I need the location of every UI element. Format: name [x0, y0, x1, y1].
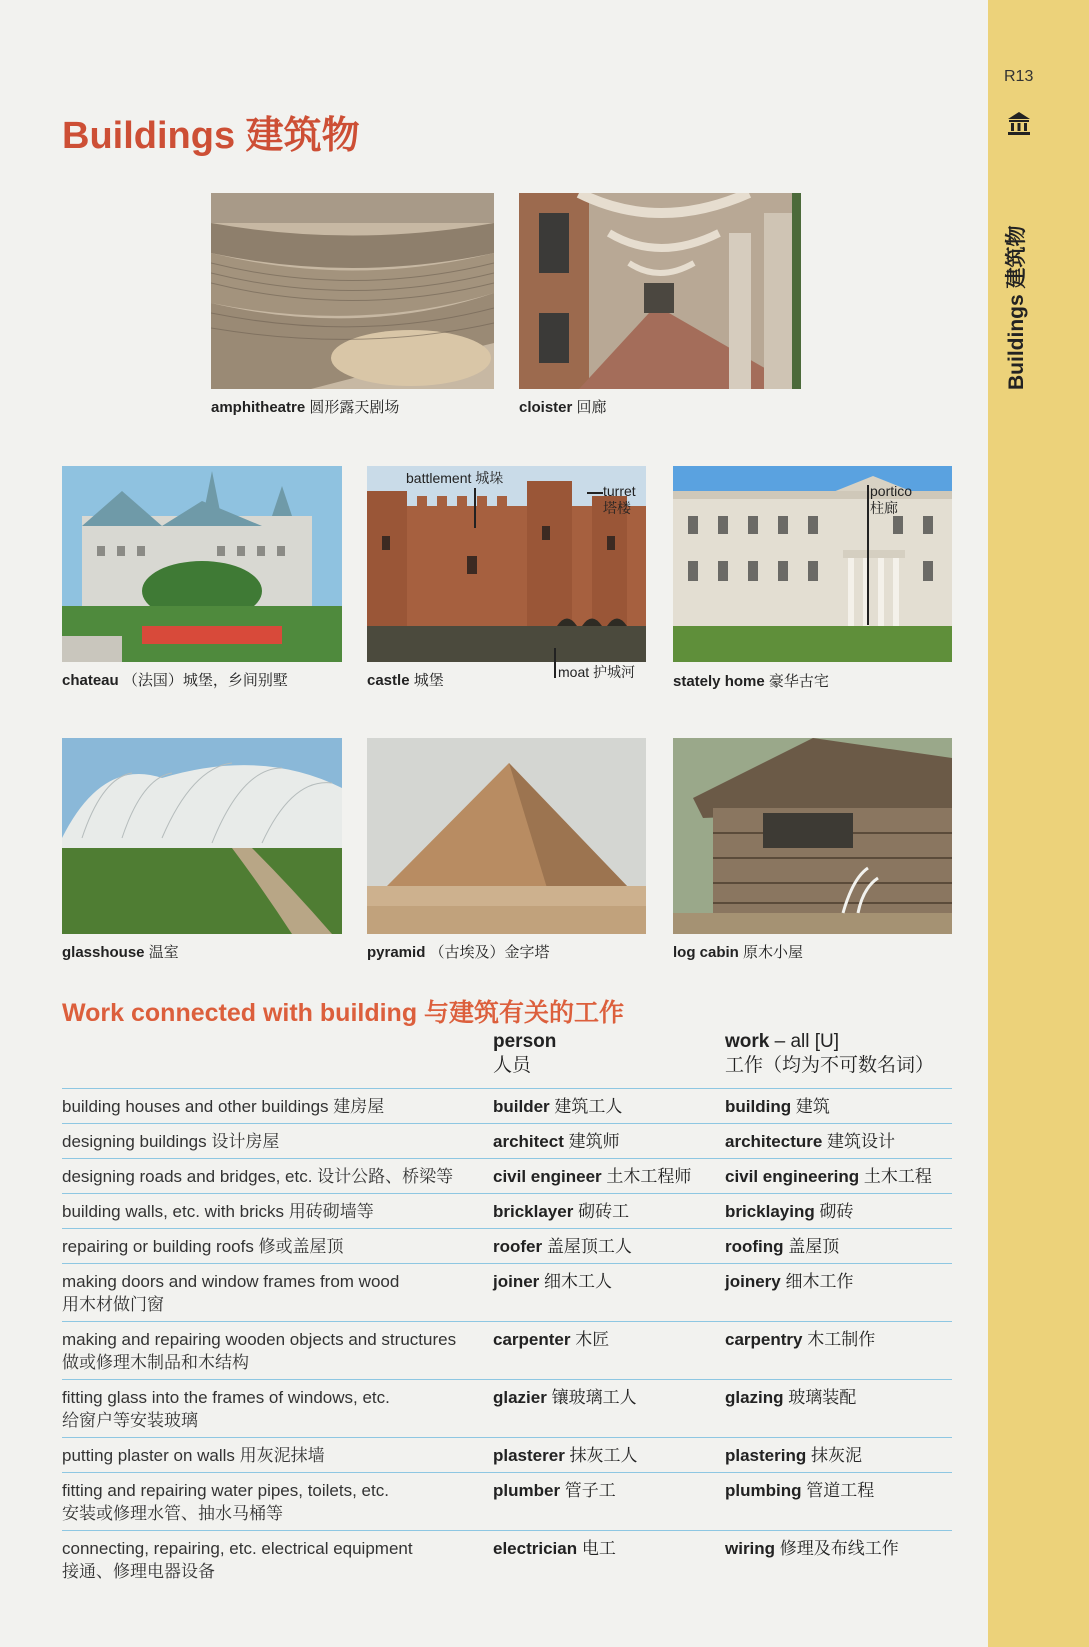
- castle-caption: castle 城堡: [367, 672, 444, 689]
- battlement-callout: battlement 城垛: [406, 470, 504, 486]
- table-row: [62, 1158, 952, 1193]
- person-cell: roofer 盖屋顶工人: [493, 1237, 632, 1256]
- turret-callout: turret 塔楼: [603, 483, 636, 516]
- log-cabin-caption: log cabin 原木小屋: [673, 944, 804, 961]
- description-cell: fitting glass into the frames of windows, etc. 给窗户等安装玻璃: [62, 1388, 390, 1430]
- work-cell: architecture 建筑设计: [725, 1132, 896, 1151]
- person-cell: plumber 管子工: [493, 1481, 616, 1500]
- description-cell: fitting and repairing water pipes, toilets, etc. 安装或修理水管、抽水马桶等: [62, 1481, 389, 1523]
- moat-callout: moat 护城河: [558, 664, 636, 680]
- work-cell: glazing 玻璃装配: [725, 1388, 857, 1407]
- work-cell: carpentry 木工制作: [725, 1330, 876, 1349]
- person-cell: glazier 镶玻璃工人: [493, 1388, 637, 1407]
- person-cell: bricklayer 砌砖工: [493, 1202, 630, 1221]
- title-zh: 建筑物: [245, 115, 360, 157]
- title-en: Buildings: [62, 115, 236, 157]
- table-row: [62, 1379, 952, 1437]
- person-cell: civil engineer 土木工程师: [493, 1167, 692, 1186]
- pyramid-caption: pyramid （古埃及）金字塔: [367, 944, 550, 961]
- chateau-photo: [62, 466, 342, 662]
- amphitheatre-photo: [211, 193, 494, 389]
- work-cell: wiring 修理及布线工作: [725, 1539, 899, 1558]
- table-header: [62, 1030, 952, 1088]
- glasshouse-caption: glasshouse 温室: [62, 944, 179, 961]
- table-row: [62, 1193, 952, 1228]
- page-number: R13: [1004, 68, 1034, 85]
- person-cell: architect 建筑师: [493, 1132, 620, 1151]
- person-cell: carpenter 木匠: [493, 1330, 610, 1349]
- cloister-photo: [519, 193, 801, 389]
- description-cell: making doors and window frames from wood 用木材做门窗: [62, 1272, 400, 1314]
- work-header: work – all [U] 工作（均为不可数名词）: [725, 1031, 935, 1076]
- table-row: [62, 1472, 952, 1530]
- amphitheatre-caption: amphitheatre 圆形露天剧场: [211, 399, 400, 416]
- description-cell: connecting, repairing, etc. electrical equipment 接通、修理电器设备: [62, 1539, 413, 1581]
- table-row: [62, 1123, 952, 1158]
- moat-leader: [554, 648, 556, 678]
- work-cell: joinery 细木工作: [725, 1272, 854, 1291]
- sidebar-title: Buildings 建筑物: [1005, 225, 1028, 390]
- glasshouse-photo: [62, 738, 342, 934]
- person-cell: joiner 细木工人: [493, 1272, 613, 1291]
- description-cell: designing buildings 设计房屋: [62, 1132, 280, 1151]
- work-cell: civil engineering 土木工程: [725, 1167, 932, 1186]
- description-cell: designing roads and bridges, etc. 设计公路、桥梁等: [62, 1167, 454, 1186]
- work-cell: plumbing 管道工程: [725, 1481, 875, 1500]
- work-cell: plastering 抹灰泥: [725, 1446, 862, 1465]
- table-row: [62, 1437, 952, 1472]
- stately-home-caption: stately home 豪华古宅: [673, 673, 829, 690]
- person-cell: electrician 电工: [493, 1539, 616, 1558]
- work-cell: roofing 盖屋顶: [725, 1237, 840, 1256]
- person-cell: builder 建筑工人: [493, 1097, 623, 1116]
- turret-leader: [587, 492, 603, 494]
- work-cell: building 建筑: [725, 1097, 830, 1116]
- portico-leader: [867, 485, 869, 625]
- description-cell: making and repairing wooden objects and structures 做或修理木制品和木结构: [62, 1330, 457, 1372]
- person-header: person 人员: [493, 1031, 557, 1076]
- table-row: [62, 1321, 952, 1379]
- table-row: [62, 1530, 952, 1588]
- log-cabin-photo: [673, 738, 952, 934]
- table-row: [62, 1088, 952, 1123]
- description-cell: putting plaster on walls 用灰泥抹墙: [62, 1446, 325, 1465]
- chateau-caption: chateau （法国）城堡，乡间别墅: [62, 672, 288, 689]
- description-cell: repairing or building roofs 修或盖屋顶: [62, 1237, 344, 1256]
- pyramid-photo: [367, 738, 646, 934]
- page-title: [62, 104, 360, 159]
- portico-callout: portico 柱廊: [870, 483, 913, 516]
- description-cell: building walls, etc. with bricks 用砖砌墙等: [62, 1202, 374, 1221]
- person-cell: plasterer 抹灰工人: [493, 1446, 638, 1465]
- battlement-leader: [474, 488, 476, 528]
- cloister-caption: cloister 回廊: [519, 399, 607, 416]
- work-cell: bricklaying 砌砖: [725, 1202, 854, 1221]
- section-heading: Work connected with building 与建筑有关的工作: [62, 999, 625, 1027]
- table-row: [62, 1263, 952, 1321]
- building-icon: [1006, 110, 1032, 136]
- table-row: [62, 1228, 952, 1263]
- work-table: [62, 1030, 952, 1588]
- description-cell: building houses and other buildings 建房屋: [62, 1097, 385, 1116]
